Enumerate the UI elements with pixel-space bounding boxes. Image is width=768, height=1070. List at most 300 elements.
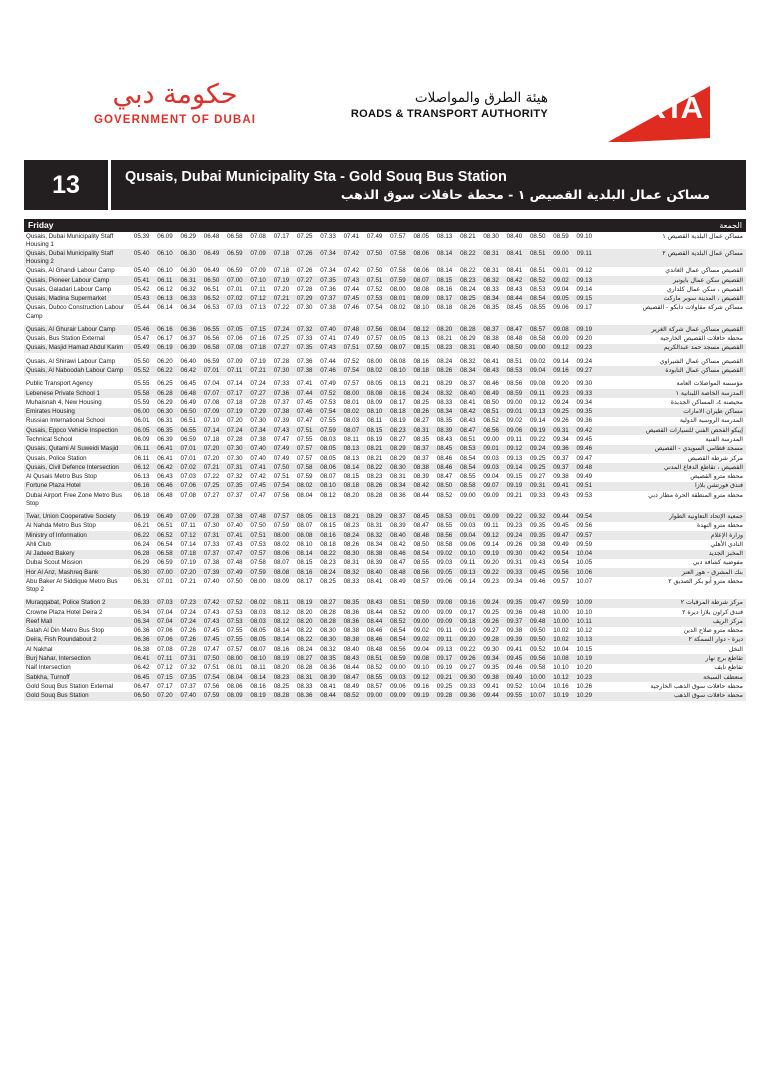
departure-time-cell: 05.49 (133, 344, 150, 352)
departure-time-cell: 07.59 (320, 426, 336, 434)
departure-time-cell: 09.56 (529, 655, 546, 663)
departure-time-cell: 09.33 (460, 682, 476, 690)
departure-time-cell: 09.58 (529, 664, 546, 672)
departure-time-cell: 09.11 (436, 627, 453, 635)
departure-times (130, 417, 596, 426)
rta-authority-text (298, 90, 548, 120)
stop-name-english: Al Nakhal (26, 645, 53, 653)
departure-time-cell: 08.09 (227, 692, 243, 700)
stop-name-english: Qusais, Qutami Al Suweidi Masjid (26, 445, 119, 453)
departure-time-cell: 07.49 (343, 335, 360, 343)
departure-time-cell: 09.11 (506, 435, 522, 443)
departure-time-cell: 08.39 (390, 522, 406, 530)
departure-time-cell: 09.10 (576, 232, 593, 240)
departure-time-cell: 06.52 (157, 531, 173, 539)
departure-time-cell: 10.06 (576, 568, 593, 576)
departure-time-cell: 09.13 (460, 568, 476, 576)
departure-time-cell: 08.16 (320, 531, 336, 539)
departure-time-cell: 07.28 (180, 645, 196, 653)
departure-time-cell: 08.44 (366, 608, 383, 616)
departure-time-cell: 08.30 (320, 636, 336, 644)
departure-time-cell: 08.00 (227, 655, 243, 663)
departure-time-cell: 08.49 (390, 577, 406, 585)
departure-time-cell: 09.00 (460, 491, 476, 499)
departure-time-cell: 07.39 (273, 417, 290, 425)
departure-time-cell: 08.05 (320, 445, 336, 453)
departure-time-cell: 09.38 (553, 473, 569, 481)
departure-time-cell: 09.24 (483, 599, 499, 607)
departure-time-cell: 09.33 (529, 491, 546, 499)
departure-time-cell: 08.19 (390, 417, 406, 425)
departure-time-cell: 08.56 (390, 645, 406, 653)
departure-time-cell: 08.59 (553, 232, 569, 240)
departure-time-cell: 06.11 (134, 445, 150, 453)
departure-time-cell: 05.52 (133, 366, 150, 374)
departure-time-cell: 09.55 (506, 692, 523, 700)
departure-time-cell: 08.27 (320, 599, 336, 607)
departure-time-cell: 08.16 (390, 389, 406, 397)
departure-time-cell: 06.49 (157, 513, 173, 520)
departure-times (130, 559, 596, 568)
departure-time-cell: 06.45 (133, 673, 150, 681)
departure-time-cell: 08.22 (320, 550, 336, 558)
departure-time-cell: 09.03 (460, 522, 476, 530)
departure-time-cell: 08.08 (390, 357, 406, 365)
departure-time-cell: 08.14 (273, 636, 290, 644)
departure-time-cell: 08.05 (296, 513, 313, 520)
table-row (24, 445, 746, 454)
departure-time-cell: 09.00 (413, 608, 429, 616)
departure-time-cell: 07.11 (157, 655, 173, 663)
departure-time-cell: 07.47 (227, 550, 243, 558)
departure-time-cell: 08.51 (366, 655, 383, 663)
departure-time-cell: 07.14 (203, 426, 220, 434)
departure-time-cell: 06.32 (180, 285, 196, 293)
rta-arabic-name: هيئة الطرق والمواصلات (414, 90, 548, 106)
departure-time-cell: 06.14 (157, 304, 173, 312)
departure-time-cell: 08.09 (366, 398, 383, 406)
departure-time-cell: 08.15 (413, 344, 429, 352)
departure-time-cell: 06.36 (180, 325, 196, 333)
stop-name-arabic: القصيص مسجد حمد عبدالكريم (663, 344, 743, 352)
departure-time-cell: 08.44 (413, 491, 429, 499)
departure-time-cell: 08.48 (413, 531, 429, 539)
departure-time-cell: 07.59 (390, 276, 406, 284)
departure-time-cell: 05.46 (133, 325, 150, 333)
stop-name-arabic: مركز شرطة المرقبات ٢ (680, 599, 743, 607)
departure-time-cell: 07.42 (343, 249, 360, 257)
departure-time-cell: 07.51 (203, 664, 220, 672)
table-row (24, 522, 746, 531)
departure-times (130, 389, 596, 398)
departure-time-cell: 07.43 (227, 540, 243, 548)
departure-time-cell: 08.26 (460, 304, 476, 312)
departure-time-cell: 09.43 (553, 491, 569, 499)
departure-time-cell: 07.04 (203, 380, 220, 388)
departure-times (130, 664, 596, 673)
departure-time-cell: 06.47 (133, 682, 150, 690)
departure-time-cell: 08.23 (460, 276, 476, 284)
departure-time-cell: 08.51 (506, 357, 523, 365)
departure-time-cell: 07.30 (227, 454, 243, 462)
departure-time-cell: 07.15 (250, 325, 266, 333)
departure-time-cell: 07.42 (343, 267, 360, 275)
departure-time-cell: 07.01 (227, 285, 243, 293)
departure-time-cell: 06.59 (227, 267, 243, 275)
departure-time-cell: 08.13 (390, 380, 406, 388)
departure-time-cell: 07.51 (273, 473, 290, 481)
departure-time-cell: 06.43 (157, 473, 173, 481)
table-row (24, 550, 746, 559)
stop-name-arabic: محطة حافلات القصيص الخارجية (660, 335, 743, 343)
departure-time-cell: 06.42 (180, 366, 196, 374)
departure-time-cell: 06.05 (133, 426, 150, 434)
departure-time-cell: 08.19 (296, 599, 313, 607)
departure-time-cell: 07.59 (296, 473, 313, 481)
departure-time-cell: 07.20 (157, 692, 173, 700)
departure-time-cell: 08.43 (460, 417, 476, 425)
departure-time-cell: 09.13 (576, 276, 593, 284)
departure-time-cell: 08.05 (250, 627, 266, 635)
departure-time-cell: 07.51 (296, 426, 313, 434)
departure-time-cell: 07.38 (296, 366, 313, 374)
departure-time-cell: 08.22 (460, 267, 476, 275)
departure-time-cell: 08.13 (413, 335, 429, 343)
table-row (24, 568, 746, 577)
departure-time-cell: 08.38 (483, 335, 499, 343)
departure-time-cell: 07.08 (250, 232, 266, 240)
departure-time-cell: 07.57 (343, 380, 360, 388)
departure-time-cell: 10.02 (553, 636, 569, 644)
departure-time-cell: 08.24 (436, 357, 453, 365)
departure-times (130, 408, 596, 417)
departure-time-cell: 09.24 (506, 531, 523, 539)
departure-time-cell: 08.08 (273, 568, 290, 576)
departure-time-cell: 06.48 (157, 491, 173, 499)
departure-time-cell: 08.21 (343, 513, 360, 520)
departure-time-cell: 08.48 (506, 335, 523, 343)
departure-times (130, 491, 596, 500)
departure-time-cell: 07.27 (250, 389, 266, 397)
departure-time-cell: 07.21 (180, 577, 196, 585)
departure-time-cell: 06.22 (157, 366, 173, 374)
departure-time-cell: 08.58 (460, 482, 476, 490)
stop-name-english: Russian International School (26, 417, 105, 425)
departure-time-cell: 10.02 (553, 627, 569, 635)
departure-time-cell: 07.41 (296, 380, 313, 388)
stop-name-english: Salah Al Din Metro Bus Stop (26, 627, 105, 635)
departure-time-cell: 08.43 (483, 366, 499, 374)
departure-time-cell: 08.43 (506, 285, 523, 293)
departure-time-cell: 07.57 (366, 335, 383, 343)
departure-time-cell: 07.45 (203, 636, 220, 644)
departure-time-cell: 07.30 (227, 445, 243, 453)
departure-times (130, 692, 596, 701)
departure-time-cell: 09.01 (483, 445, 499, 453)
departure-time-cell: 06.55 (203, 325, 220, 333)
departure-time-cell: 08.54 (390, 636, 406, 644)
departure-time-cell: 10.12 (553, 673, 569, 681)
departure-time-cell: 09.23 (483, 577, 499, 585)
departure-time-cell: 08.20 (296, 617, 313, 625)
departure-time-cell: 05.42 (133, 285, 150, 293)
departure-time-cell: 10.19 (576, 655, 593, 663)
stop-name-english: Qusais, Bus Station External (26, 335, 105, 343)
departure-time-cell: 09.42 (529, 550, 546, 558)
departure-time-cell: 07.32 (227, 473, 243, 481)
departure-time-cell: 08.01 (227, 664, 243, 672)
departure-time-cell: 08.45 (436, 445, 453, 453)
departure-time-cell: 09.36 (460, 692, 476, 700)
departure-time-cell: 07.21 (203, 463, 220, 471)
stop-name-english: Burj Nahar, Intersection (26, 655, 91, 663)
departure-time-cell: 06.30 (180, 267, 196, 275)
departure-time-cell: 08.17 (436, 295, 453, 303)
departure-time-cell: 09.00 (483, 435, 499, 443)
departure-time-cell: 08.50 (436, 482, 453, 490)
departure-time-cell: 10.19 (553, 692, 569, 700)
departure-time-cell: 07.29 (250, 408, 266, 416)
departure-time-cell: 08.35 (343, 599, 360, 607)
departure-time-cell: 09.47 (553, 531, 569, 539)
departure-time-cell: 08.36 (343, 617, 360, 625)
departure-time-cell: 09.49 (576, 473, 593, 481)
day-label-english: Friday (28, 220, 54, 230)
departure-time-cell: 09.25 (553, 408, 569, 416)
departure-time-cell: 08.23 (366, 473, 383, 481)
departure-time-cell: 07.53 (366, 295, 383, 303)
departure-time-cell: 09.14 (483, 540, 499, 548)
stop-name-arabic: المخبز الجديد (708, 550, 743, 558)
departure-times (130, 304, 596, 313)
stop-name-english: Qusais, Al Shirawi Labour Camp (26, 357, 116, 365)
table-row (24, 645, 746, 654)
departure-time-cell: 10.15 (576, 645, 593, 653)
departure-time-cell: 07.30 (250, 417, 266, 425)
stop-name-english: Qusais, Masjid Hamad Abdul Karim (26, 344, 124, 352)
departure-time-cell: 07.22 (273, 304, 290, 312)
departure-time-cell: 08.46 (366, 627, 383, 635)
departure-time-cell: 07.41 (250, 463, 266, 471)
departure-time-cell: 07.55 (227, 636, 243, 644)
departure-time-cell: 06.11 (157, 276, 173, 284)
departure-time-cell: 07.52 (320, 389, 336, 397)
stop-name-arabic: فندق كراون بلازا ديرة ٢ (682, 608, 743, 616)
departure-time-cell: 09.37 (506, 617, 523, 625)
departure-time-cell: 06.29 (157, 398, 173, 406)
table-row (24, 435, 746, 444)
table-row (24, 232, 746, 249)
departure-time-cell: 08.52 (366, 664, 383, 672)
departure-time-cell: 08.52 (436, 491, 453, 499)
departure-time-cell: 08.07 (413, 276, 429, 284)
departure-time-cell: 08.25 (273, 682, 290, 690)
departure-time-cell: 09.11 (460, 559, 476, 567)
departure-time-cell: 08.22 (296, 636, 313, 644)
departure-times (130, 636, 596, 645)
departure-time-cell: 07.32 (296, 325, 313, 333)
departure-time-cell: 07.02 (227, 295, 243, 303)
departure-time-cell: 08.30 (390, 463, 406, 471)
departure-time-cell: 10.00 (529, 673, 546, 681)
table-row (24, 426, 746, 435)
departure-time-cell: 09.11 (576, 249, 592, 257)
departure-time-cell: 08.20 (436, 325, 453, 333)
departure-time-cell: 08.12 (413, 325, 429, 333)
departure-time-cell: 06.13 (157, 295, 173, 303)
departure-time-cell: 06.51 (203, 285, 220, 293)
departure-time-cell: 08.41 (506, 267, 523, 275)
departure-time-cell: 07.48 (343, 325, 360, 333)
departure-time-cell: 09.35 (576, 408, 593, 416)
departure-time-cell: 09.11 (530, 389, 546, 397)
table-row (24, 325, 746, 334)
departure-time-cell: 09.02 (413, 627, 429, 635)
departure-time-cell: 09.20 (553, 380, 569, 388)
departure-time-cell: 08.53 (436, 513, 453, 520)
departure-time-cell: 07.48 (227, 559, 243, 567)
departure-time-cell: 06.51 (180, 417, 196, 425)
departure-time-cell: 09.15 (506, 473, 523, 481)
departure-time-cell: 08.07 (320, 473, 336, 481)
departure-time-cell: 09.19 (529, 426, 546, 434)
departure-time-cell: 08.20 (343, 491, 360, 499)
departure-time-cell: 08.36 (320, 664, 336, 672)
departure-time-cell: 06.17 (157, 335, 173, 343)
departure-time-cell: 08.54 (529, 295, 546, 303)
departure-time-cell: 09.05 (553, 295, 569, 303)
departure-time-cell: 09.04 (413, 645, 429, 653)
departure-time-cell: 06.12 (157, 285, 173, 293)
departure-time-cell: 08.36 (296, 692, 313, 700)
departure-time-cell: 08.26 (413, 408, 429, 416)
departure-time-cell: 08.13 (320, 513, 336, 520)
departure-time-cell: 09.35 (529, 531, 546, 539)
departure-time-cell: 07.34 (250, 426, 266, 434)
departure-time-cell: 08.18 (320, 540, 336, 548)
departure-time-cell: 08.18 (413, 366, 429, 374)
departure-time-cell: 07.54 (366, 304, 383, 312)
departure-time-cell: 08.41 (460, 398, 476, 406)
departure-time-cell: 08.40 (366, 568, 383, 576)
departure-time-cell: 09.02 (506, 417, 523, 425)
departure-time-cell: 09.38 (483, 673, 499, 681)
departure-time-cell: 08.13 (436, 232, 453, 240)
departure-time-cell: 09.37 (553, 454, 569, 462)
departure-time-cell: 07.41 (227, 531, 243, 539)
departure-time-cell: 08.21 (413, 380, 429, 388)
departure-time-cell: 10.16 (553, 682, 569, 690)
departure-time-cell: 07.17 (227, 389, 243, 397)
government-of-dubai-logo (40, 80, 310, 126)
stop-name-english: Naif Intersection (26, 664, 71, 672)
departure-time-cell: 08.53 (460, 445, 476, 453)
stop-name-english: Twar, Union Cooperative Society (26, 513, 116, 520)
departure-time-cell: 08.07 (390, 344, 406, 352)
departure-time-cell: 07.42 (203, 599, 220, 607)
departure-time-cell: 07.50 (366, 267, 383, 275)
departure-time-cell: 09.34 (553, 435, 569, 443)
departure-time-cell: 07.41 (320, 335, 336, 343)
gov-logo-arabic-script: حكومة دبي (112, 79, 238, 110)
departure-time-cell: 07.33 (273, 380, 290, 388)
departure-time-cell: 08.33 (436, 398, 453, 406)
departure-time-cell: 08.32 (366, 531, 383, 539)
departure-time-cell: 08.01 (343, 398, 360, 406)
departure-time-cell: 10.05 (576, 559, 593, 567)
departure-time-cell: 09.09 (390, 692, 406, 700)
departure-time-cell: 09.19 (460, 627, 476, 635)
stop-name-arabic: فندق فورتشن بلازا (694, 482, 743, 490)
departure-time-cell: 08.21 (460, 232, 476, 240)
departure-time-cell: 09.24 (553, 398, 569, 406)
departure-time-cell: 08.42 (390, 540, 406, 548)
departure-time-cell: 07.37 (320, 295, 336, 303)
departure-time-cell: 08.28 (320, 617, 336, 625)
departure-times (130, 608, 596, 617)
departure-time-cell: 08.30 (320, 627, 336, 635)
departure-times (130, 627, 596, 636)
departure-time-cell: 08.42 (413, 482, 429, 490)
departure-time-cell: 07.02 (180, 463, 196, 471)
departure-time-cell: 08.58 (436, 540, 453, 548)
departure-time-cell: 09.30 (506, 550, 523, 558)
departure-time-cell: 07.57 (250, 550, 266, 558)
departure-time-cell: 09.06 (460, 540, 476, 548)
departure-time-cell: 08.14 (436, 249, 453, 257)
departure-time-cell: 07.26 (296, 267, 313, 275)
departure-time-cell: 06.29 (133, 559, 150, 567)
departure-time-cell: 07.08 (227, 344, 243, 352)
departure-time-cell: 08.09 (273, 577, 290, 585)
departure-time-cell: 09.44 (553, 513, 569, 520)
departure-time-cell: 08.32 (460, 357, 476, 365)
departure-time-cell: 07.20 (180, 568, 196, 576)
departure-time-cell: 06.49 (203, 249, 220, 257)
departure-time-cell: 09.46 (506, 664, 523, 672)
departure-time-cell: 08.05 (250, 636, 266, 644)
departure-time-cell: 08.15 (436, 276, 453, 284)
departure-time-cell: 07.31 (203, 531, 220, 539)
departure-time-cell: 07.38 (203, 559, 220, 567)
departure-time-cell: 07.18 (273, 267, 290, 275)
departure-time-cell: 08.32 (436, 389, 453, 397)
departure-time-cell: 06.34 (133, 617, 150, 625)
departure-time-cell: 08.44 (320, 692, 336, 700)
departure-time-cell: 07.20 (203, 445, 220, 453)
departure-time-cell: 07.11 (180, 522, 196, 530)
stop-name-english: Qusais, Al Naboodah Labour Camp (26, 366, 124, 374)
departure-time-cell: 09.10 (460, 550, 476, 558)
departure-time-cell: 09.16 (460, 599, 476, 607)
departure-time-cell: 09.02 (436, 550, 453, 558)
departure-time-cell: 06.01 (133, 417, 150, 425)
table-row (24, 472, 746, 481)
departure-times (130, 617, 596, 626)
departure-time-cell: 09.17 (576, 304, 593, 312)
departure-time-cell: 09.57 (576, 531, 593, 539)
departure-time-cell: 09.03 (483, 454, 499, 462)
departure-time-cell: 08.29 (436, 380, 453, 388)
departure-times (130, 463, 596, 472)
departure-time-cell: 10.23 (576, 673, 593, 681)
stop-name-english: Qusais, Al Ghandi Labour Camp (26, 267, 115, 275)
departure-time-cell: 08.55 (460, 473, 476, 481)
departure-time-cell: 09.04 (483, 473, 499, 481)
departure-time-cell: 09.45 (576, 435, 593, 443)
timetable (24, 232, 746, 701)
departure-time-cell: 08.55 (413, 559, 429, 567)
